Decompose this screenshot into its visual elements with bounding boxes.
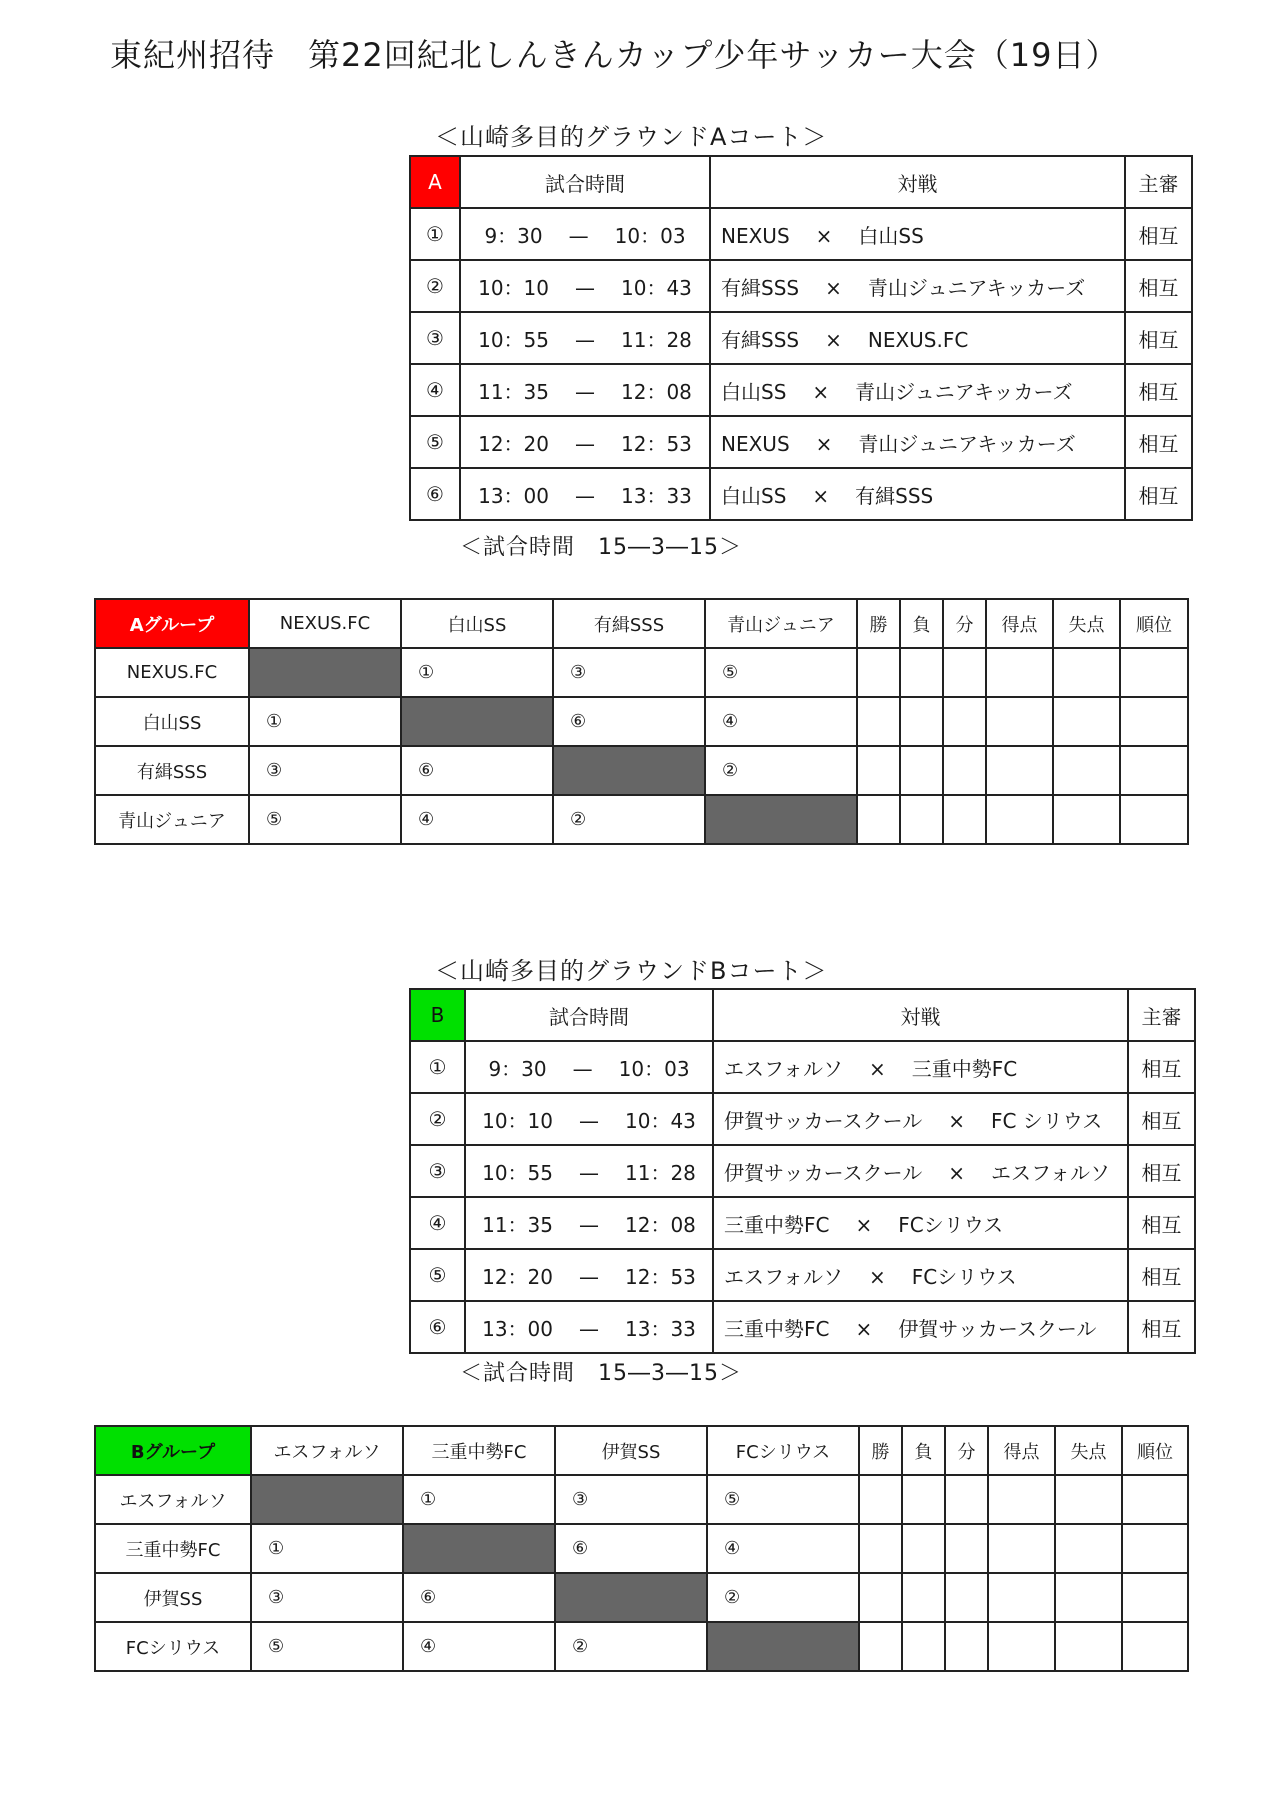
self-cell [403, 1524, 555, 1573]
matchup-cell [713, 1041, 1128, 1093]
referee-cell: 相互 [1125, 208, 1192, 260]
fixture-cell: ③ [555, 1475, 707, 1524]
team-row-header: NEXUS.FC [95, 648, 249, 697]
referee-cell: 相互 [1128, 1197, 1195, 1249]
court-a-title: ＜山崎多目的グラウンドAコート＞ [435, 123, 828, 151]
match-time-cell [465, 1301, 713, 1353]
fixture-cell: ① [403, 1475, 555, 1524]
team-column-header: FCシリウス [707, 1426, 859, 1475]
versus-mark: × [812, 483, 830, 508]
team-column-header: エスフォルソ [251, 1426, 403, 1475]
versus-mark: × [855, 1316, 873, 1341]
rank-header: 順位 [1122, 1426, 1188, 1475]
time-dash: — [575, 275, 595, 300]
start-time: 12：20 [478, 431, 549, 456]
matchup-cell [710, 312, 1125, 364]
goals-against-cell [1055, 1475, 1122, 1524]
group-a-label: Aグループ [95, 599, 249, 648]
away-team: 青山ジュニアキッカーズ [855, 379, 1073, 404]
end-time: 10：43 [621, 275, 692, 300]
team-row-header: エスフォルソ [95, 1475, 251, 1524]
rank-header: 順位 [1120, 599, 1188, 648]
court-b-match-time-note: ＜試合時間 15―3―15＞ [460, 1361, 742, 1386]
self-cell [705, 795, 857, 844]
losses-cell [900, 746, 943, 795]
team-column-header: NEXUS.FC [249, 599, 401, 648]
end-time: 11：28 [625, 1160, 696, 1185]
court-b-title: ＜山崎多目的グラウンドBコート＞ [435, 957, 828, 985]
match-time-cell [460, 260, 710, 312]
team-row-header: 三重中勢FC [95, 1524, 251, 1573]
schedule-row [410, 364, 1192, 416]
versus-mark: × [869, 1056, 886, 1081]
team-column-header: 青山ジュニア [705, 599, 857, 648]
draws-cell [945, 1475, 988, 1524]
time-dash: — [572, 1056, 593, 1081]
schedule-row [410, 416, 1192, 468]
match-number: ⑤ [410, 416, 460, 468]
start-time: 11：35 [482, 1212, 553, 1237]
wins-cell [859, 1475, 902, 1524]
time-dash: — [575, 483, 595, 508]
fixture-cell: ③ [251, 1573, 403, 1622]
match-time-cell [460, 208, 710, 260]
schedule-header-row [410, 156, 1192, 208]
group-row [95, 648, 1188, 697]
time-dash: — [579, 1108, 599, 1133]
away-team: FCシリウス [911, 1264, 1017, 1289]
schedule-row [410, 260, 1192, 312]
schedule-header-row [410, 989, 1195, 1041]
goals-against-cell [1055, 1622, 1122, 1671]
home-team: NEXUS [721, 223, 790, 248]
goals-for-cell [986, 746, 1053, 795]
losses-cell [900, 697, 943, 746]
matchup-cell [713, 1145, 1128, 1197]
rank-cell [1122, 1475, 1188, 1524]
start-time: 10：10 [482, 1108, 553, 1133]
referee-cell: 相互 [1128, 1301, 1195, 1353]
draws-header: 分 [943, 599, 986, 648]
matchup-cell [710, 468, 1125, 520]
rank-cell [1122, 1524, 1188, 1573]
match-time-cell [465, 1093, 713, 1145]
wins-cell [859, 1622, 902, 1671]
team-row-header: 白山SS [95, 697, 249, 746]
fixture-cell: ③ [249, 746, 401, 795]
away-team: 伊賀サッカースクール [898, 1316, 1097, 1341]
time-dash: — [579, 1160, 599, 1185]
referee-cell: 相互 [1128, 1249, 1195, 1301]
team-row-header: 青山ジュニア [95, 795, 249, 844]
end-time: 12：53 [621, 431, 692, 456]
match-time-cell [465, 1145, 713, 1197]
court-b-label: B [410, 989, 465, 1041]
matchup-cell [710, 260, 1125, 312]
away-team: 三重中勢FC [911, 1056, 1018, 1081]
goals-against-cell [1053, 746, 1120, 795]
start-time: 10：55 [482, 1160, 553, 1185]
fixture-cell: ④ [403, 1622, 555, 1671]
fixture-cell: ① [401, 648, 553, 697]
group-row [95, 1524, 1188, 1573]
goals-for-cell [986, 697, 1053, 746]
self-cell [555, 1573, 707, 1622]
match-number: ① [410, 208, 460, 260]
versus-mark: × [948, 1160, 965, 1185]
referee-cell: 相互 [1125, 364, 1192, 416]
start-time: 13：00 [482, 1316, 553, 1341]
group-header-row [95, 599, 1188, 648]
end-time: 10：03 [618, 1056, 690, 1081]
fixture-cell: ② [555, 1622, 707, 1671]
goals-against-cell [1053, 795, 1120, 844]
fixture-cell: ④ [401, 795, 553, 844]
match-time-cell [460, 312, 710, 364]
losses-cell [900, 795, 943, 844]
fixture-cell: ③ [553, 648, 705, 697]
end-time: 13：33 [625, 1316, 696, 1341]
matchup-cell [710, 364, 1125, 416]
group-b-label: Bグループ [95, 1426, 251, 1475]
away-team: 有緝SSS [855, 483, 934, 508]
wins-cell [857, 648, 900, 697]
draws-cell [943, 697, 986, 746]
match-number: ④ [410, 1197, 465, 1249]
draws-cell [945, 1573, 988, 1622]
versus-mark: × [815, 223, 833, 248]
away-team: 青山ジュニアキッカーズ [867, 275, 1086, 300]
group-row [95, 1475, 1188, 1524]
referee-cell: 相互 [1125, 468, 1192, 520]
versus-mark: × [815, 431, 833, 456]
team-row-header: 伊賀SS [95, 1573, 251, 1622]
schedule-row [410, 208, 1192, 260]
start-time: 10：55 [478, 327, 549, 352]
match-header: 対戦 [710, 156, 1125, 208]
goals-for-cell [988, 1475, 1055, 1524]
end-time: 13：33 [621, 483, 692, 508]
away-team: FC シリウス [990, 1108, 1103, 1133]
time-dash: — [579, 1316, 599, 1341]
group-a-table [94, 598, 1189, 845]
losses-header: 負 [900, 599, 943, 648]
goals-for-cell [988, 1524, 1055, 1573]
rank-cell [1122, 1573, 1188, 1622]
goals-against-header: 失点 [1055, 1426, 1122, 1475]
rank-cell [1120, 697, 1188, 746]
match-time-cell [465, 1041, 713, 1093]
match-time-cell [460, 364, 710, 416]
time-header: 試合時間 [460, 156, 710, 208]
court-b-schedule-table [409, 988, 1196, 1354]
versus-mark: × [948, 1108, 965, 1133]
group-row [95, 795, 1188, 844]
time-dash: — [568, 223, 589, 248]
match-number: ⑥ [410, 1301, 465, 1353]
home-team: エスフォルソ [724, 1056, 843, 1081]
referee-cell: 相互 [1125, 416, 1192, 468]
goals-for-cell [988, 1622, 1055, 1671]
end-time: 12：08 [625, 1212, 696, 1237]
fixture-cell: ① [251, 1524, 403, 1573]
wins-cell [857, 795, 900, 844]
match-number: ⑥ [410, 468, 460, 520]
matchup-cell [713, 1197, 1128, 1249]
time-dash: — [575, 379, 595, 404]
versus-mark: × [812, 379, 830, 404]
referee-cell: 相互 [1128, 1041, 1195, 1093]
team-column-header: 三重中勢FC [403, 1426, 555, 1475]
schedule-row [410, 1093, 1195, 1145]
end-time: 11：28 [621, 327, 692, 352]
draws-header: 分 [945, 1426, 988, 1475]
start-time: 13：00 [478, 483, 549, 508]
match-time-cell [465, 1197, 713, 1249]
match-number: ③ [410, 312, 460, 364]
match-header: 対戦 [713, 989, 1128, 1041]
away-team: 青山ジュニアキッカーズ [858, 431, 1076, 456]
losses-cell [900, 648, 943, 697]
referee-cell: 相互 [1125, 312, 1192, 364]
fixture-cell: ⑤ [251, 1622, 403, 1671]
fixture-cell: ⑥ [555, 1524, 707, 1573]
group-row [95, 1573, 1188, 1622]
fixture-cell: ⑤ [705, 648, 857, 697]
fixture-cell: ② [553, 795, 705, 844]
matchup-cell [713, 1301, 1128, 1353]
start-time: 10：10 [478, 275, 549, 300]
goals-for-cell [988, 1573, 1055, 1622]
team-row-header: FCシリウス [95, 1622, 251, 1671]
self-cell [249, 648, 401, 697]
schedule-row [410, 1197, 1195, 1249]
self-cell [707, 1622, 859, 1671]
home-team: エスフォルソ [724, 1264, 843, 1289]
start-time: 9：30 [488, 1056, 547, 1081]
losses-cell [902, 1622, 945, 1671]
match-time-cell [460, 416, 710, 468]
versus-mark: × [869, 1264, 886, 1289]
referee-header: 主審 [1128, 989, 1195, 1041]
draws-cell [945, 1524, 988, 1573]
referee-cell: 相互 [1128, 1093, 1195, 1145]
match-number: ③ [410, 1145, 465, 1197]
referee-header: 主審 [1125, 156, 1192, 208]
time-dash: — [575, 431, 595, 456]
match-number: ② [410, 260, 460, 312]
match-time-cell [460, 468, 710, 520]
goals-against-cell [1055, 1524, 1122, 1573]
away-team: NEXUS.FC [867, 327, 969, 352]
rank-cell [1120, 795, 1188, 844]
matchup-cell [713, 1249, 1128, 1301]
matchup-cell [710, 416, 1125, 468]
group-row [95, 1622, 1188, 1671]
start-time: 9：30 [484, 223, 543, 248]
goals-against-cell [1053, 697, 1120, 746]
referee-cell: 相互 [1128, 1145, 1195, 1197]
goals-against-header: 失点 [1053, 599, 1120, 648]
draws-cell [943, 746, 986, 795]
fixture-cell: ② [705, 746, 857, 795]
fixture-cell: ② [707, 1573, 859, 1622]
fixture-cell: ④ [705, 697, 857, 746]
goals-for-header: 得点 [986, 599, 1053, 648]
schedule-row [410, 1041, 1195, 1093]
wins-cell [857, 697, 900, 746]
rank-cell [1122, 1622, 1188, 1671]
goals-against-cell [1055, 1573, 1122, 1622]
fixture-cell: ⑤ [249, 795, 401, 844]
home-team: 伊賀サッカースクール [724, 1108, 923, 1133]
home-team: NEXUS [721, 431, 790, 456]
home-team: 三重中勢FC [724, 1316, 830, 1341]
rank-cell [1120, 746, 1188, 795]
fixture-cell: ④ [707, 1524, 859, 1573]
away-team: FCシリウス [898, 1212, 1004, 1237]
rank-cell [1120, 648, 1188, 697]
self-cell [553, 746, 705, 795]
losses-cell [902, 1475, 945, 1524]
fixture-cell: ⑥ [401, 746, 553, 795]
self-cell [401, 697, 553, 746]
versus-mark: × [825, 327, 842, 352]
schedule-row [410, 1301, 1195, 1353]
draws-cell [943, 795, 986, 844]
start-time: 12：20 [482, 1264, 553, 1289]
away-team: 白山SS [858, 223, 924, 248]
fixture-cell: ① [249, 697, 401, 746]
matchup-cell [713, 1093, 1128, 1145]
team-column-header: 有緝SSS [553, 599, 705, 648]
time-dash: — [575, 327, 595, 352]
team-row-header: 有緝SSS [95, 746, 249, 795]
home-team: 伊賀サッカースクール [724, 1160, 923, 1185]
wins-cell [859, 1573, 902, 1622]
away-team: エスフォルソ [990, 1160, 1110, 1185]
schedule-row [410, 1249, 1195, 1301]
draws-cell [945, 1622, 988, 1671]
home-team: 白山SS [721, 483, 787, 508]
home-team: 有緝SSS [721, 327, 800, 352]
match-number: ⑤ [410, 1249, 465, 1301]
home-team: 白山SS [721, 379, 787, 404]
group-header-row [95, 1426, 1188, 1475]
match-number: ④ [410, 364, 460, 416]
group-row [95, 746, 1188, 795]
schedule-row [410, 312, 1192, 364]
group-row [95, 697, 1188, 746]
fixture-cell: ⑥ [403, 1573, 555, 1622]
draws-cell [943, 648, 986, 697]
versus-mark: × [855, 1212, 873, 1237]
time-dash: — [579, 1264, 599, 1289]
versus-mark: × [825, 275, 842, 300]
home-team: 三重中勢FC [724, 1212, 830, 1237]
group-b-table [94, 1425, 1189, 1672]
schedule-row [410, 1145, 1195, 1197]
wins-header: 勝 [857, 599, 900, 648]
time-dash: — [579, 1212, 599, 1237]
end-time: 10：43 [625, 1108, 696, 1133]
team-column-header: 白山SS [401, 599, 553, 648]
goals-for-cell [986, 795, 1053, 844]
end-time: 12：08 [621, 379, 692, 404]
court-a-label: A [410, 156, 460, 208]
match-time-cell [465, 1249, 713, 1301]
fixture-cell: ⑥ [553, 697, 705, 746]
court-a-schedule-table [409, 155, 1193, 521]
self-cell [251, 1475, 403, 1524]
referee-cell: 相互 [1125, 260, 1192, 312]
goals-against-cell [1053, 648, 1120, 697]
court-a-match-time-note: ＜試合時間 15―3―15＞ [460, 535, 742, 560]
goals-for-header: 得点 [988, 1426, 1055, 1475]
goals-for-cell [986, 648, 1053, 697]
schedule-row [410, 468, 1192, 520]
wins-cell [859, 1524, 902, 1573]
wins-header: 勝 [859, 1426, 902, 1475]
matchup-cell [710, 208, 1125, 260]
home-team: 有緝SSS [721, 275, 800, 300]
start-time: 11：35 [478, 379, 549, 404]
time-header: 試合時間 [465, 989, 713, 1041]
match-number: ② [410, 1093, 465, 1145]
losses-header: 負 [902, 1426, 945, 1475]
end-time: 12：53 [625, 1264, 696, 1289]
fixture-cell: ⑤ [707, 1475, 859, 1524]
page-title: 東紀州招待 第22回紀北しんきんカップ少年サッカー大会（19日） [110, 36, 1119, 74]
team-column-header: 伊賀SS [555, 1426, 707, 1475]
wins-cell [857, 746, 900, 795]
end-time: 10：03 [614, 223, 686, 248]
losses-cell [902, 1573, 945, 1622]
match-number: ① [410, 1041, 465, 1093]
losses-cell [902, 1524, 945, 1573]
